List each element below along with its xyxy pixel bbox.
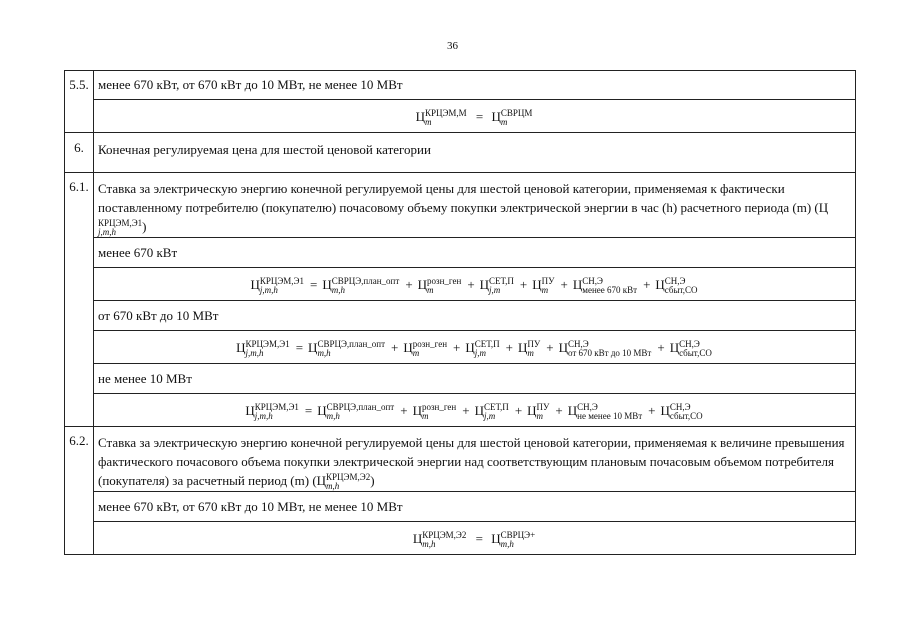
formula: Ц КРЦЭМ,М m = Ц СВРЦМ m bbox=[94, 99, 855, 132]
tariff-table bbox=[64, 70, 856, 555]
formula: Ц КРЦЭМ,Э1 j,m,h = Ц СВРЦЭ,план_опт m,h + Ц розн_ген m + Ц СЕТ,П j,m + Ц ПУ m + Ц СН,Э менее 670 кВт + Ц СН,Э сбыт,СО bbox=[94, 267, 855, 300]
sub-label: от 670 кВт до 10 МВт bbox=[94, 300, 855, 330]
formula: Ц КРЦЭМ,Э1 j,m,h = Ц СВРЦЭ,план_опт m,h + Ц розн_ген m + Ц СЕТ,П j,m + Ц ПУ m + Ц СН,Э не менее 10 МВт + Ц СН,Э сбыт,СО bbox=[94, 393, 855, 426]
formula: Ц КРЦЭМ,Э2 m,h = Ц СВРЦЭ+ m,h bbox=[94, 521, 855, 554]
row-text: менее 670 кВт, от 670 кВт до 10 МВт, не менее 10 МВт bbox=[98, 77, 403, 92]
sub-label: не менее 10 МВт bbox=[94, 363, 855, 393]
row-6 bbox=[65, 132, 855, 172]
sub-label: менее 670 кВт, от 670 кВт до 10 МВт, не менее 10 МВт bbox=[94, 491, 855, 521]
row-number: 6.1. bbox=[69, 179, 89, 194]
row-number: 6.2. bbox=[69, 433, 89, 448]
formula: Ц КРЦЭМ,Э1 j,m,h = Ц СВРЦЭ,план_опт m,h + Ц розн_ген m + Ц СЕТ,П j,m + Ц ПУ m + Ц СН,Э от 670 кВт до 10 МВт + Ц СН,Э сбыт,СО bbox=[94, 330, 855, 363]
row-6-1 bbox=[65, 172, 855, 426]
row-6-2 bbox=[65, 426, 855, 554]
row-5-5 bbox=[65, 71, 855, 132]
row-text: Ставка за электрическую энергию конечной регулируемой цены для шестой ценовой категории, применяемая к величине превышения фактического почасового объема покупки электрической энергии над соответствующим плановым почасовым объемом потребителя (покупателя) за расчетный период (m) (Ц КРЦЭМ,Э2 m,h ) bbox=[98, 435, 845, 492]
page-number: 36 bbox=[447, 40, 458, 52]
row-number: 6. bbox=[74, 140, 84, 155]
sub-label: менее 670 кВт bbox=[94, 237, 855, 267]
row-text: Ставка за электрическую энергию конечной регулируемой цены для шестой ценовой категории, применяемая к фактически поставленному потребителю (покупателю) почасовому объему покупки электрической энергии в час (h) расчетного периода (m) (Ц КРЦЭМ,Э1 j,m,h ) bbox=[98, 181, 829, 238]
row-number: 5.5. bbox=[69, 77, 89, 92]
row-text: Конечная регулируемая цена для шестой ценовой категории bbox=[98, 142, 431, 157]
